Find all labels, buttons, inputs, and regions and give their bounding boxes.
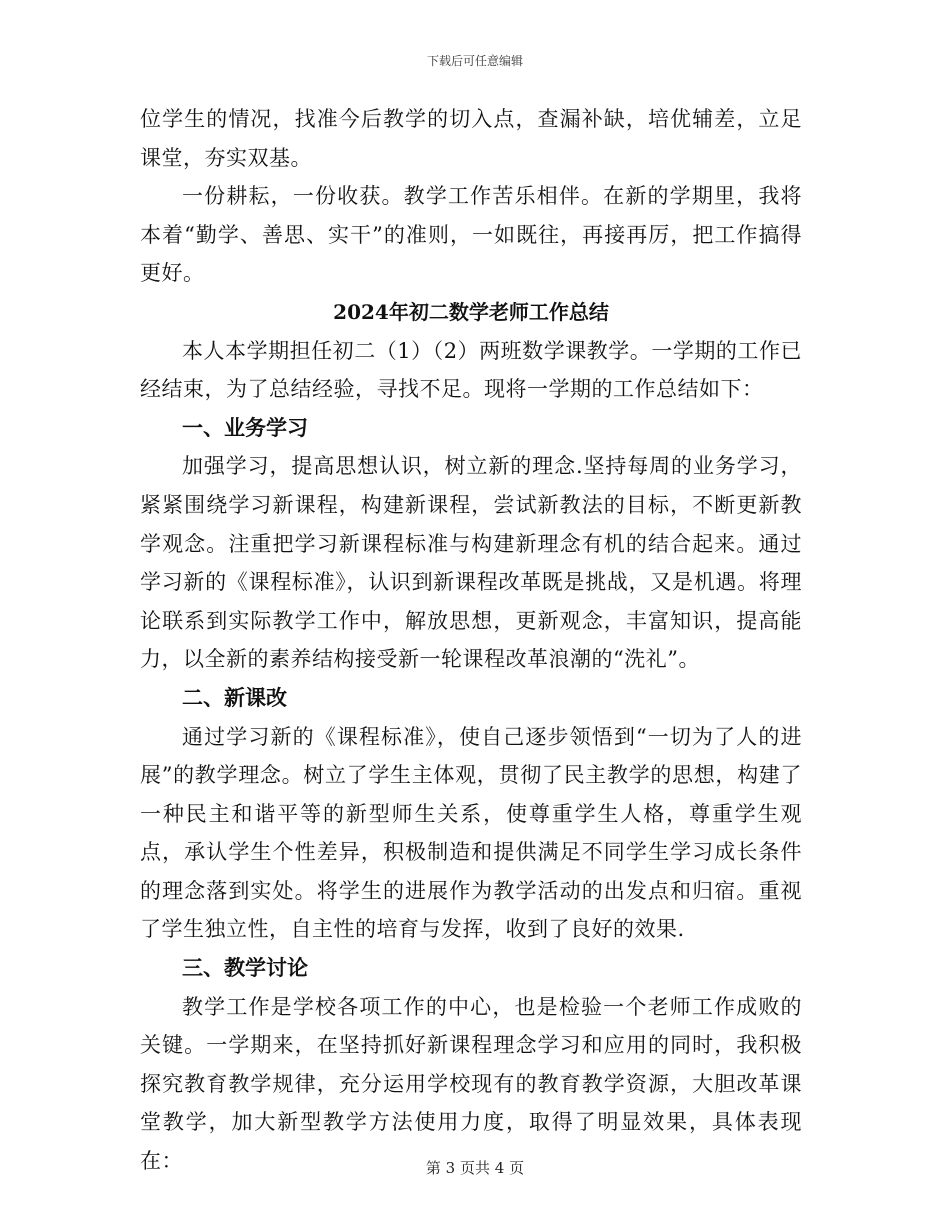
section-heading-1: 一、业务学习 — [182, 414, 308, 440]
paragraph-section-2: 通过学习新的《课程标准》，使自己逐步领悟到“一切为了人的进展”的教学理念。树立了学生主体观，贯彻了民主教学的思想，构建了一种民主和谐平等的新型师生关系，使尊重学生人格，尊重学生观点，承认学生个性差异，积极制造和提供满足不同学生学习成长条件的理念落到实处。将学生的进展作为教学活动的出发点和归宿。重视了学生独立性，自主性的培育与发挥，收到了良好的效果. — [140, 724, 802, 942]
paragraph-closing: 一份耕耘，一份收获。教学工作苦乐相伴。在新的学期里，我将本着“勤学、善思、实干”的准则，一如既往，再接再厉，把工作搞得更好。 — [140, 184, 802, 286]
document-title: 2024年初二数学老师工作总结 — [333, 299, 609, 324]
paragraph-section-3: 教学工作是学校各项工作的中心，也是检验一个老师工作成败的关键。一学期来，在坚持抓好新课程理念学习和应用的同时，我积极探究教育教学规律，充分运用学校现有的教育教学资源，大胆改革课堂教学，加大新型教学方法使用力度，取得了明显效果，具体表现在： — [140, 994, 802, 1174]
document-body — [140, 100, 802, 1181]
section-heading-2: 二、新课改 — [182, 684, 287, 710]
page-number-footer: 第 3 页共 4 页 — [425, 1159, 525, 1177]
section-heading-3: 三、教学讨论 — [182, 955, 308, 981]
page-header: 下载后可任意编辑 — [426, 54, 523, 68]
paragraph-continuation: 位学生的情况，找准今后教学的切入点，查漏补缺，培优辅差，立足课堂，夯实双基。 — [140, 107, 802, 170]
paragraph-section-1: 加强学习，提高思想认识，树立新的理念.坚持每周的业务学习，紧紧围绕学习新课程，构建新课程，尝试新教法的目标，不断更新教学观念。注重把学习新课程标准与构建新理念有机的结合起来。通过学习新的《课程标准》，认识到新课程改革既是挑战，又是机遇。将理论联系到实际教学工作中，解放思想，更新观念，丰富知识，提高能力，以全新的素养结构接受新一轮课程改革浪潮的“洗礼”。 — [140, 454, 802, 672]
paragraph-intro: 本人本学期担任初二（1）（2）两班数学课教学。一学期的工作已经结束，为了总结经验，寻找不足。现将一学期的工作总结如下： — [140, 338, 802, 402]
